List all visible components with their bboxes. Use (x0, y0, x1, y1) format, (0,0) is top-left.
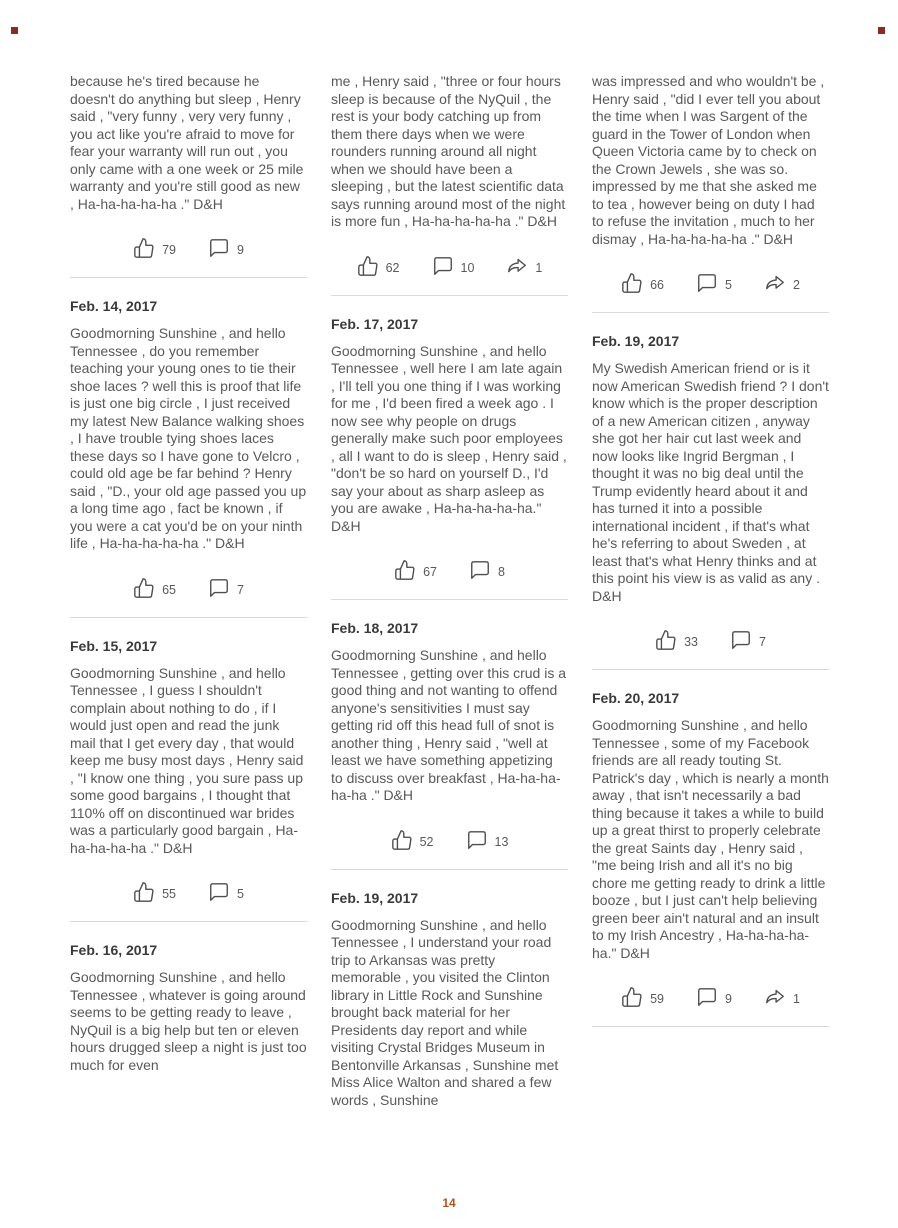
comment-count: 10 (460, 260, 475, 275)
thumbs-up-icon (621, 272, 643, 294)
column-3 (592, 73, 829, 1133)
comment-icon (432, 255, 454, 277)
comment-icon (208, 577, 230, 599)
corner-mark-right (878, 27, 885, 34)
like-stat (621, 986, 664, 1008)
comment-count: 7 (236, 582, 244, 597)
comment-stat (208, 237, 244, 259)
post-date: Feb. 16, 2017 (70, 942, 158, 958)
post-body: Goodmorning Sunshine , and hello Tennessee , getting over this crud is a good thing and not wanting to offend anyone's sensitivities I must say getting rid off this head full of snot is another thing , Henry said , "well at least we have something appetizing to discuss over breakfast , Ha-ha-ha-ha-ha ." D&H (331, 647, 567, 803)
comment-count: 8 (497, 565, 505, 579)
thumbs-up-icon (133, 881, 155, 903)
share-stat (506, 255, 542, 277)
share-arrow-icon (506, 255, 528, 277)
comment-stat (696, 986, 732, 1008)
like-count: 59 (650, 992, 664, 1006)
share-arrow-icon (764, 986, 786, 1008)
post (70, 298, 307, 618)
post-divider (70, 617, 307, 618)
post-date: Feb. 20, 2017 (592, 690, 680, 706)
post-date: Feb. 19, 2017 (331, 889, 419, 906)
post-body: Goodmorning Sunshine , and hello Tennessee , do you remember teaching your young ones to tie their shoe laces ? well this is proof that life is just one big circle , I just received my latest New Balance walking shoes , I have trouble tying shoes laces these days so I have gone to Velcro , could old age be far behind ? Henry said , "D., your old age passed you up a long time ago , fact be known , if you were a cat you'd be on your ninth life , Ha-ha-ha-ha-ha ." D&H (70, 325, 307, 551)
post-date: Feb. 18, 2017 (331, 620, 419, 636)
post-date: Feb. 14, 2017 (70, 298, 158, 314)
share-count: 2 (792, 278, 800, 292)
like-count: 62 (385, 260, 400, 275)
share-count: 1 (792, 992, 800, 1006)
like-stat (655, 629, 698, 651)
post-stats (592, 629, 829, 651)
comment-icon (208, 237, 230, 259)
thumbs-up-icon (655, 629, 677, 651)
like-count: 66 (650, 278, 664, 292)
comment-icon (696, 986, 718, 1008)
like-stat (391, 829, 434, 851)
post (331, 890, 568, 1110)
post-divider (70, 277, 307, 278)
post-divider (70, 921, 307, 922)
post-divider (592, 1026, 829, 1027)
thumbs-up-icon (133, 577, 155, 599)
like-stat (621, 272, 664, 294)
post (592, 333, 829, 670)
share-stat (764, 986, 800, 1008)
comment-stat (730, 629, 766, 651)
post-divider (331, 869, 568, 870)
post (331, 620, 568, 870)
thumbs-up-icon (357, 255, 379, 277)
post-body: Goodmorning Sunshine , and hello Tennessee , I guess I shouldn't complain about nothing to do , if I would just open and read the junk mail that I get every day , that would keep me busy most days , Henry said , "I know one thing , you sure pass up some good bargains , I thought that 110% off on discontinued war brides was a particularly good bargain , Ha-ha-ha-ha-ha ." D&H (70, 664, 304, 856)
post (592, 690, 829, 1027)
share-stat (764, 272, 800, 294)
comment-stat (208, 881, 244, 903)
like-stat (133, 881, 176, 903)
post-stats (331, 255, 568, 277)
comment-count: 9 (725, 992, 732, 1006)
like-count: 79 (162, 243, 176, 257)
post-body: Goodmorning Sunshine , and hello Tennessee , some of my Facebook friends are all ready touting St. Patrick's day , which is nearly a month away , that isn't necessarily a bad thing because it takes a while to build up a great thirst to properly celebrate the great Saints day , Henry said , "me being Irish and all it's no big chore me getting ready to drink a little booze , but I just can't help believing green beer ain't natural and an insult to my Irish Ancestry , Ha-ha-ha-ha-ha." D&H (592, 717, 829, 961)
like-count: 55 (162, 887, 176, 901)
post-body: was impressed and who wouldn't be , Henry said , "did I ever tell you about the time when I was Sargent of the guard in the Tower of London when Queen Victoria came by to check on the Crown Jewels , she was so. impressed by me that she asked me to tea , however being on duty I had to refuse the invitation , much to her dismay , Ha-ha-ha-ha-ha ." D&H (592, 73, 825, 247)
comment-count: 9 (236, 243, 244, 257)
thumbs-up-icon (394, 559, 416, 581)
thumbs-up-icon (133, 237, 155, 259)
post-date: Feb. 19, 2017 (592, 333, 680, 349)
post (70, 73, 307, 278)
page-number: 14 (442, 1196, 456, 1210)
post-divider (331, 599, 568, 600)
post-body: Goodmorning Sunshine , and hello Tennessee , whatever is going around seems to be getting ready to leave , NyQuil is a big help but ten or eleven hours drugged sleep a night is just too much for even (70, 969, 307, 1073)
comment-icon (730, 629, 752, 651)
post-body: because he's tired because he doesn't do anything but sleep , Henry said , "very funny , very very funny , you act like you're afraid to move for fear your warranty will run out , you only came with a one week or 25 mile warranty and you're still good as new , Ha-ha-ha-ha-ha ." D&H (70, 73, 304, 212)
post-divider (592, 669, 829, 670)
comment-stat (469, 559, 505, 581)
comment-count: 13 (494, 834, 509, 849)
post-date: Feb. 15, 2017 (70, 637, 158, 654)
post-body: me , Henry said , "three or four hours sleep is because of the NyQuil , the rest is your body catching up from them there days when we were rounders running around all night when we should have been a sleeping , but the latest scientific data says running around most of the night is more fun , Ha-ha-ha-ha-ha ." D&H (331, 73, 566, 229)
share-count: 1 (535, 260, 543, 275)
comment-count: 5 (725, 278, 732, 292)
post (331, 316, 568, 601)
post-date: Feb. 17, 2017 (331, 315, 419, 332)
like-stat (133, 577, 176, 599)
like-stat (394, 559, 437, 581)
comment-icon (208, 881, 230, 903)
comment-stat (432, 255, 475, 277)
like-stat (357, 255, 400, 277)
post-stats (70, 881, 307, 903)
comment-stat (466, 829, 509, 851)
post-stats (592, 272, 829, 294)
post-divider (592, 312, 829, 313)
column-2 (331, 73, 568, 1133)
share-arrow-icon (764, 272, 786, 294)
like-stat (133, 237, 176, 259)
post-stats (70, 237, 307, 259)
like-count: 33 (684, 635, 698, 649)
like-count: 67 (423, 565, 437, 579)
thumbs-up-icon (621, 986, 643, 1008)
post-body: Goodmorning Sunshine , and hello Tennessee , well here I am late again , I'll tell you one thing if I was working for me , I'd been fired a week ago . I now see why people on drugs generally make such poor employees , all I want to do is sleep , Henry said , "don't be so hard on yourself D., I'd say your about as sharp asleep as you are awake , Ha-ha-ha-ha-ha." D&H (331, 342, 567, 534)
comment-stat (208, 577, 244, 599)
comment-count: 5 (236, 887, 244, 901)
post (592, 73, 829, 313)
post-body: My Swedish American friend or is it now American Swedish friend ? I don't know which is the proper description of a new American citizen , anyway she got her hair cut last week and now looks like Ingrid Bergman , I thought it was no big deal until the Trump evidently heard about it and has turned it into a possible international incident , if that's what he's referring to about Sweden , at least that's what Henry thinks and at this point his view is as valid as any . D&H (592, 360, 829, 604)
comment-count: 7 (758, 635, 766, 649)
like-count: 52 (419, 834, 434, 849)
corner-mark-left (11, 27, 18, 34)
post-stats (331, 829, 568, 851)
post (70, 638, 307, 923)
post-stats (331, 559, 568, 581)
post (331, 73, 568, 296)
comment-icon (696, 272, 718, 294)
comment-stat (696, 272, 732, 294)
post-stats (592, 986, 829, 1008)
comment-icon (466, 829, 488, 851)
comment-icon (469, 559, 491, 581)
post-body: Goodmorning Sunshine , and hello Tennessee , I understand your road trip to Arkansas was pretty memorable , you visited the Clinton library in Little Rock and Sunshine brought back material for her Presidents day report and while visiting Crystal Bridges Museum in Bentonville Arkansas , Sunshine met Miss Alice Walton and shared a few words , Sunshine (331, 916, 559, 1108)
like-count: 65 (162, 582, 176, 597)
post-stats (70, 577, 307, 599)
column-1 (70, 73, 307, 1133)
post (70, 942, 307, 1074)
thumbs-up-icon (391, 829, 413, 851)
post-divider (331, 295, 568, 296)
